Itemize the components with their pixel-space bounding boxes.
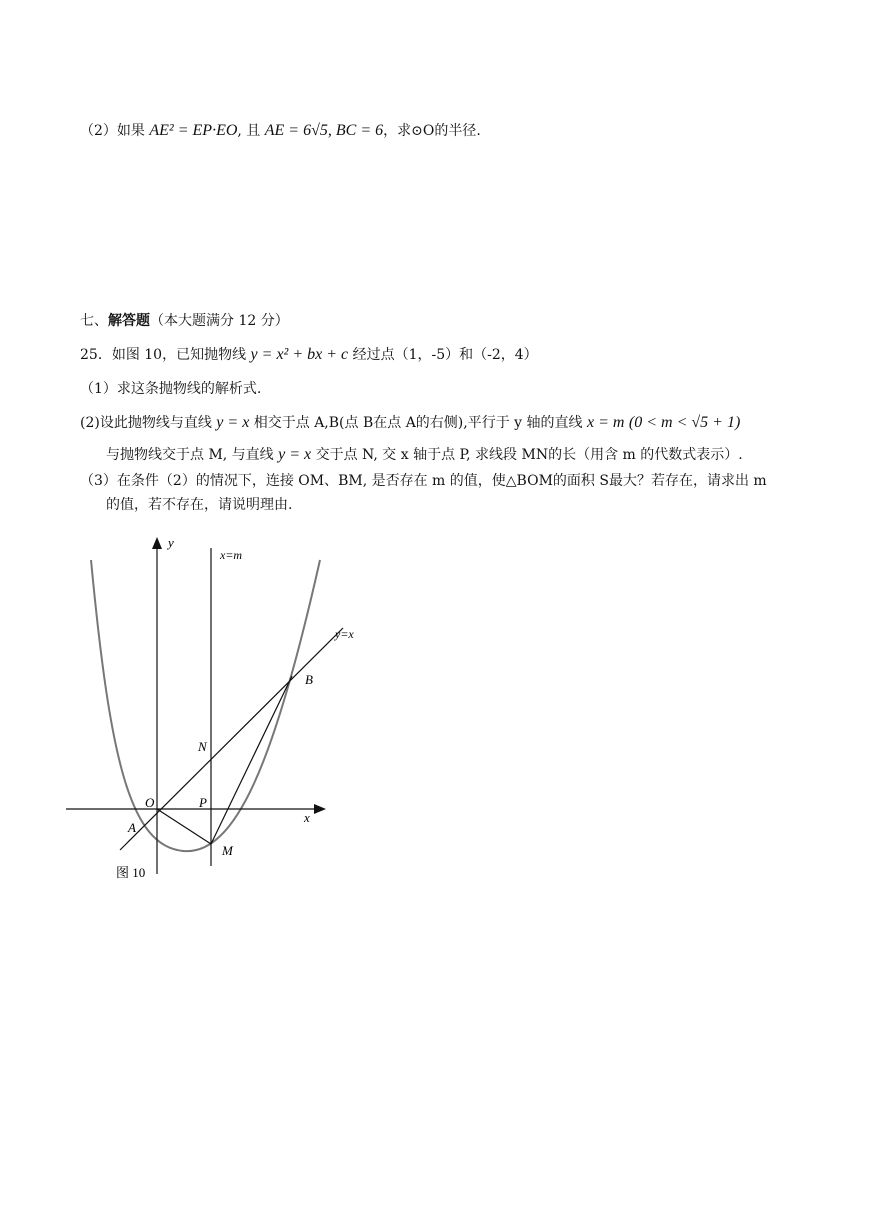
- q25-line-eq-2: y = x: [278, 446, 312, 463]
- q24-condition1: AE² = EP·EO: [149, 122, 238, 139]
- label-O: O: [145, 795, 155, 810]
- q25-part3-line2: 的值，若不存在，请说明理由.: [106, 497, 293, 513]
- label-B: B: [305, 672, 313, 687]
- q25-stem-suffix: 经过点（1，-5）和（-2，4）: [352, 347, 538, 363]
- q25-line-eq: y = x: [216, 414, 250, 431]
- section7-number: 七、: [80, 313, 108, 329]
- label-y-x: y=x: [335, 627, 354, 641]
- q24-part2-prefix: （2）如果: [80, 123, 145, 139]
- x-axis-arrow: [314, 804, 326, 814]
- segment-OM: [157, 809, 211, 844]
- q24-condition2: AE = 6√5, BC = 6: [264, 122, 384, 139]
- q25-part2-a: (2)设此抛物线与直线: [80, 415, 212, 431]
- q24-and: , 且: [237, 123, 261, 139]
- q25-part2-c: 与抛物线交于点 M, 与直线: [106, 447, 274, 463]
- y-axis-arrow: [152, 537, 162, 549]
- figure-caption: 图 10: [116, 865, 146, 880]
- q24-ask: ，求⊙O的半径.: [383, 123, 481, 139]
- label-y-axis: y: [168, 535, 174, 550]
- q25-parabola: y = x² + bx + c: [250, 346, 349, 363]
- label-N: N: [198, 739, 207, 754]
- q25-part2-d: 交于点 N, 交 x 轴于点 P, 求线段 MN的长（用含 m 的代数式表示）.: [315, 447, 743, 463]
- label-x-m: x=m: [220, 548, 243, 562]
- q25-part2-b: 相交于点 A,B(点 B在点 A的右侧),平行于 y 轴的直线: [253, 415, 583, 431]
- q25-stem-prefix: 25．如图 10，已知抛物线: [80, 347, 247, 363]
- label-P: P: [199, 795, 207, 810]
- q25-vertical-line: x = m: [586, 414, 625, 431]
- q25-range: (0 < m < √5 + 1): [628, 414, 741, 431]
- label-A: A: [128, 820, 136, 835]
- section7-note: （本大题满分 12 分）: [150, 313, 289, 329]
- q25-part1: （1）求这条抛物线的解析式.: [80, 381, 262, 397]
- segment-BM: [211, 676, 292, 844]
- section7-title: 解答题: [108, 313, 150, 329]
- label-x-axis: x: [304, 810, 310, 825]
- q25-part3-line1: （3）在条件（2）的情况下，连接 OM、BM, 是否存在 m 的值，使△BOM的面积 S最大？若存在，请求出 m: [80, 473, 767, 489]
- label-M: M: [222, 843, 233, 858]
